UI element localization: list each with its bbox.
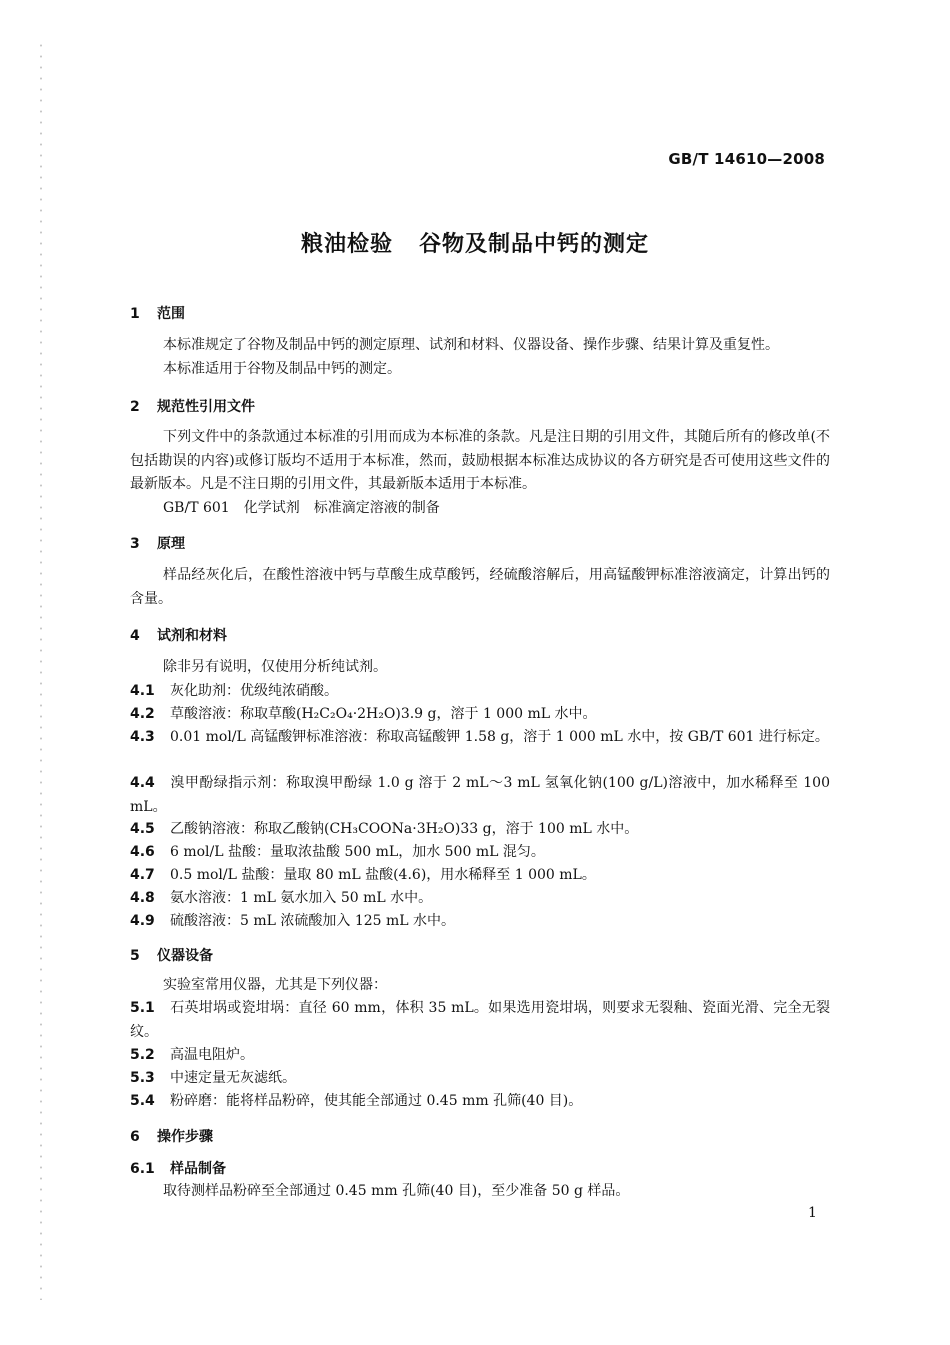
item-5-3: 5.3 中速定量无灰滤纸。 [130, 1070, 296, 1086]
item-4-8: 4.8 氨水溶液：1 mL 氨水加入 50 mL 水中。 [130, 890, 433, 906]
page-number: 1 [808, 1205, 817, 1221]
item-4-3: 4.3 0.01 mol/L 高锰酸钾标准溶液：称取高锰酸钾 1.58 g，溶于 1 000 mL 水中，按 GB/T 601 进行标定。 [130, 729, 829, 745]
title-part1: 粮油检验 [300, 232, 393, 257]
section-4-intro: 除非另有说明，仅使用分析纯试剂。 [163, 659, 387, 675]
item-4-9: 4.9 硫酸溶液：5 mL 浓硫酸加入 125 mL 水中。 [130, 913, 456, 929]
item-4-2: 4.2 草酸溶液：称取草酸(H₂C₂O₄·2H₂O)3.9 g，溶于 1 000 mL 水中。 [130, 706, 597, 722]
section-6-1-p1: 取待测样品粉碎至全部通过 0.45 mm 孔筛(40 目)，至少准备 50 g 样品。 [163, 1183, 630, 1199]
item-4-5: 4.5 乙酸钠溶液：称取乙酸钠(CH₃COONa·3H₂O)33 g，溶于 100 mL 水中。 [130, 821, 639, 837]
section-5-heading: 5 仪器设备 [130, 948, 213, 964]
section-1-p2: 本标准适用于谷物及制品中钙的测定。 [163, 361, 401, 377]
section-6-heading: 6 操作步骤 [130, 1129, 213, 1145]
title-part2: 谷物及制品中钙的测定 [419, 232, 650, 257]
section-1-heading: 1 范围 [130, 306, 185, 322]
ref-title2: 标准滴定溶液的制备 [313, 500, 440, 516]
document-title [0, 227, 950, 258]
ref-code: GB/T 601 [163, 500, 230, 516]
item-4-6: 4.6 6 mol/L 盐酸：量取浓盐酸 500 mL，加水 500 mL 混匀。 [130, 844, 545, 860]
section-5-intro: 实验室常用仪器，尤其是下列仪器： [163, 977, 387, 993]
normative-reference [163, 497, 440, 517]
section-4-heading: 4 试剂和材料 [130, 628, 227, 644]
ref-title1: 化学试剂 [243, 500, 300, 516]
item-5-1: 5.1 石英坩埚或瓷坩埚：直径 60 mm，体积 35 mL。如果选用瓷坩埚，则要求无裂釉、瓷面光滑、完全无裂纹。 [130, 1000, 830, 1040]
item-4-7: 4.7 0.5 mol/L 盐酸：量取 80 mL 盐酸(4.6)，用水稀释至 1 000 mL。 [130, 867, 596, 883]
item-4-1: 4.1 灰化助剂：优级纯浓硝酸。 [130, 683, 338, 699]
standard-number: GB/T 14610—2008 [668, 150, 825, 168]
section-6-1-heading: 6.1 样品制备 [130, 1161, 226, 1177]
item-4-4: 4.4 溴甲酚绿指示剂：称取溴甲酚绿 1.0 g 溶于 2 mL～3 mL 氢氧化钠(100 g/L)溶液中，加水稀释至 100 mL。 [130, 775, 830, 815]
section-3-heading: 3 原理 [130, 536, 185, 552]
item-5-2: 5.2 高温电阻炉。 [130, 1047, 254, 1063]
section-2-heading: 2 规范性引用文件 [130, 399, 255, 415]
section-2-p1: 下列文件中的条款通过本标准的引用而成为本标准的条款。凡是注日期的引用文件，其随后所有的修改单(不包括勘误的内容)或修订版均不适用于本标准，然而，鼓励根据本标准达成协议的各方研究是否可使用这些文件的最新版本。凡是不注日期的引用文件，其最新版本适用于本标准。 [130, 429, 830, 492]
item-5-4: 5.4 粉碎磨：能将样品粉碎，使其能全部通过 0.45 mm 孔筛(40 目)。 [130, 1093, 583, 1109]
section-1-p1: 本标准规定了谷物及制品中钙的测定原理、试剂和材料、仪器设备、操作步骤、结果计算及重复性。 [163, 337, 779, 353]
section-3-p1: 样品经灰化后，在酸性溶液中钙与草酸生成草酸钙，经硫酸溶解后，用高锰酸钾标准溶液滴定，计算出钙的含量。 [130, 567, 830, 607]
